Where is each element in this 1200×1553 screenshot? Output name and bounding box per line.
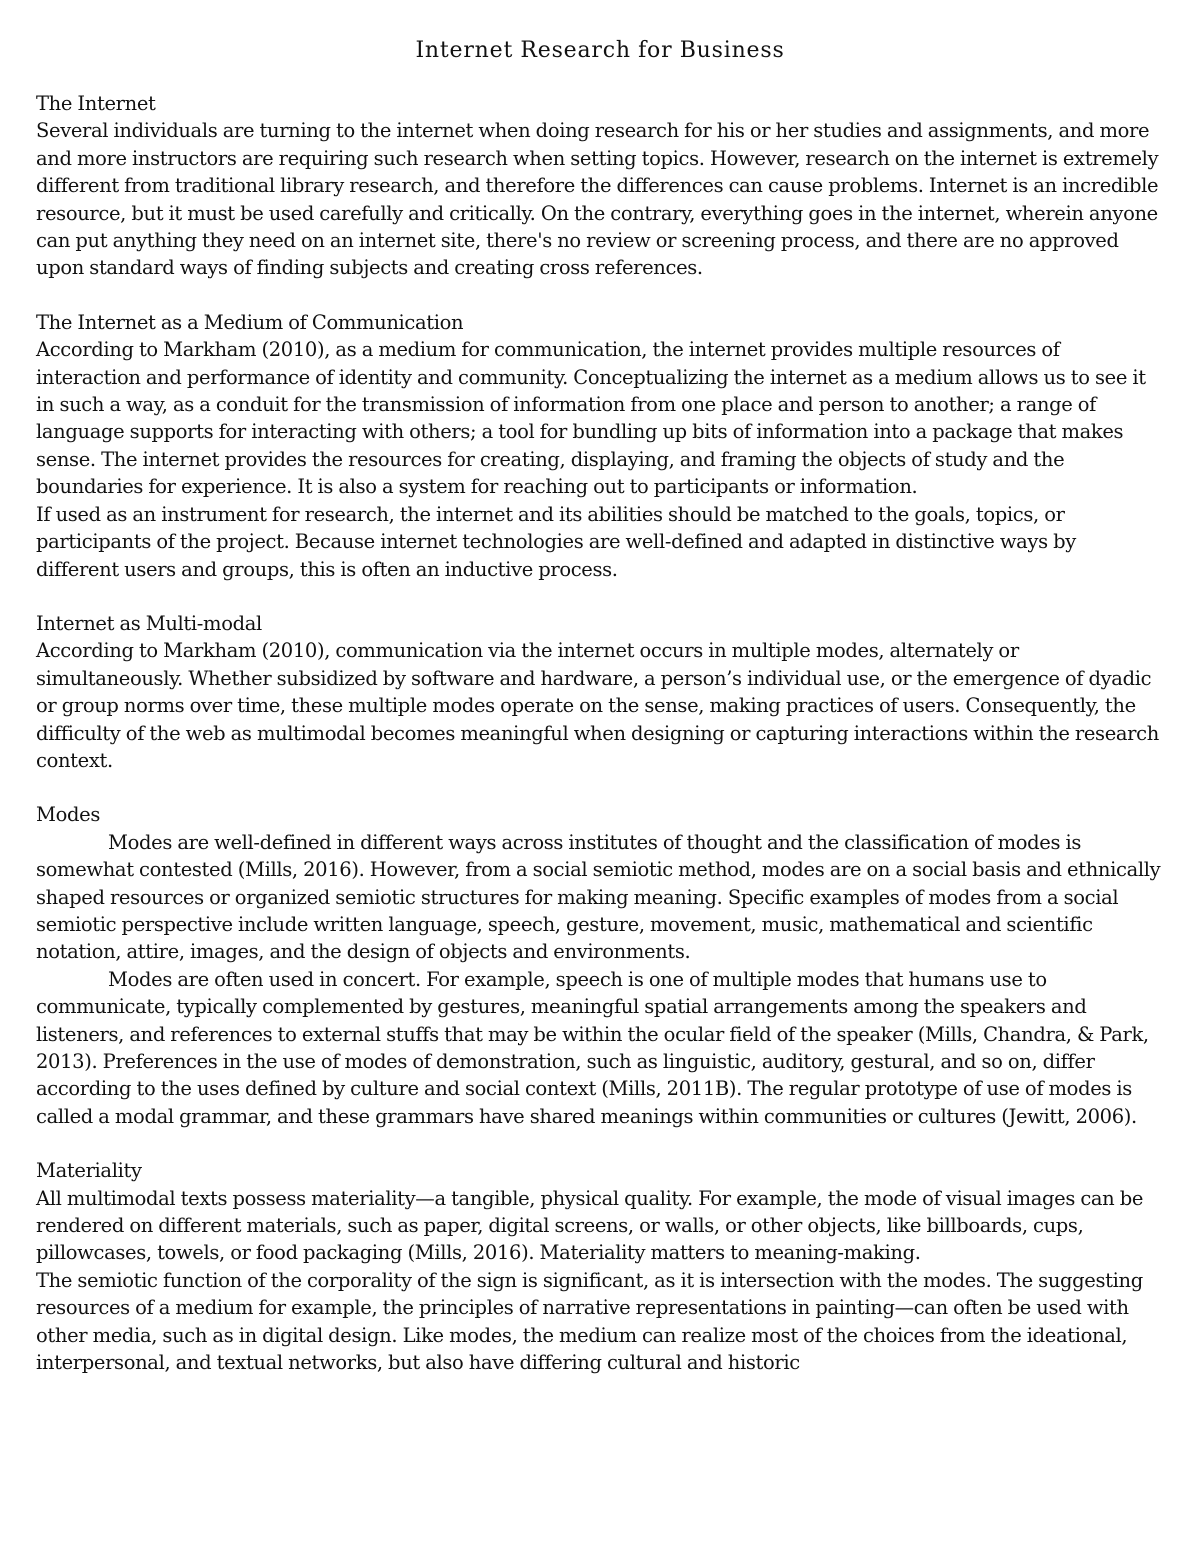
- paragraph: According to Markham (2010), communication via the internet occurs in multiple modes, alternately or simultaneously. Whether subsidized by software and hardware, a person’s individual use, or the emergence of dyadic or group norms over time, these multiple modes operate on the sense, making practices of users. Consequently, the difficulty of the web as multimodal becomes meaningful when designing or capturing interactions within the research context.: [36, 639, 1159, 772]
- paragraph: Modes are well-defined in different ways across institutes of thought and the classification of modes is somewhat contested (Mills, 2016). However, from a social semiotic method, modes are on a social basis and ethnically shaped resources or organized semiotic structures for making meaning. Specific examples of modes from a social semiotic perspective include written language, speech, gesture, movement, music, mathematical and scientific notation, attire, images, and the design of objects and environments.: [36, 830, 1161, 964]
- document-title: Internet Research for Business: [415, 38, 785, 63]
- paragraph: The semiotic function of the corporality of the sign is significant, as it is intersection with the modes. The suggesting resources of a medium for example, the principles of narrative representations in painting—can often be used with other media, such as in digital design. Like modes, the medium can realize most of the choices from the ideational, interpersonal, and textual networks, but also have differing cultural and historic: [36, 1268, 1143, 1375]
- section-heading: Internet as Multi-modal: [36, 611, 262, 635]
- section-heading: Materiality: [36, 1159, 142, 1183]
- paragraph: Several individuals are turning to the internet when doing research for his or her studies and assignments, and more and more instructors are requiring such research when setting topics. However, research on the internet is extremely different from traditional library research, and therefore the differences can cause problems. Internet is an incredible resource, but it must be used carefully and critically. On the contrary, everything goes in the internet, wherein anyone can put anything they need on an internet site, there's no review or screening process, and there are no approved upon standard ways of finding subjects and creating cross references.: [36, 119, 1159, 280]
- section-internet-as-medium: [36, 309, 1164, 583]
- section-the-internet: [36, 90, 1164, 282]
- paragraph: According to Markham (2010), as a medium for communication, the internet provides multiple resources of interaction and performance of identity and community. Conceptualizing the internet as a medium allows us to see it in such a way, as a conduit for the transmission of information from one place and person to another; a range of language supports for interacting with others; a tool for bundling up bits of information into a package that makes sense. The internet provides the resources for creating, displaying, and framing the objects of study and the boundaries for experience. It is also a system for reaching out to participants or information.: [36, 338, 1146, 499]
- paragraph: All multimodal texts possess materiality—a tangible, physical quality. For example, the mode of visual images can be rendered on different materials, such as paper, digital screens, or walls, or other objects, like billboards, cups, pillowcases, towels, or food packaging (Mills, 2016). Materiality matters to meaning-making.: [36, 1186, 1144, 1265]
- paragraph: Modes are often used in concert. For example, speech is one of multiple modes that humans use to communicate, typically complemented by gestures, meaningful spatial arrangements among the speakers and listeners, and references to external stuffs that may be within the ocular field of the speaker (Mills, Chandra, & Park, 2013). Preferences in the use of modes of demonstration, such as linguistic, auditory, gestural, and so on, differ according to the uses defined by culture and social context (Mills, 2011B). The regular prototype of use of modes is called a modal grammar, and these grammars have shared meanings within communities or cultures (Jewitt, 2006).: [36, 967, 1149, 1128]
- document-page: [36, 34, 1164, 1403]
- section-heading: The Internet: [36, 92, 156, 115]
- section-modes: [36, 801, 1164, 1130]
- section-heading: Modes: [36, 803, 100, 827]
- section-heading: The Internet as a Medium of Communication: [36, 310, 464, 334]
- section-materiality: [36, 1157, 1164, 1376]
- paragraph: If used as an instrument for research, the internet and its abilities should be matched to the goals, topics, or participants of the project. Because internet technologies are well-defined and adapted in distinctive ways by different users and groups, this is often an inductive process.: [36, 502, 1076, 581]
- section-internet-multi-modal: [36, 610, 1164, 774]
